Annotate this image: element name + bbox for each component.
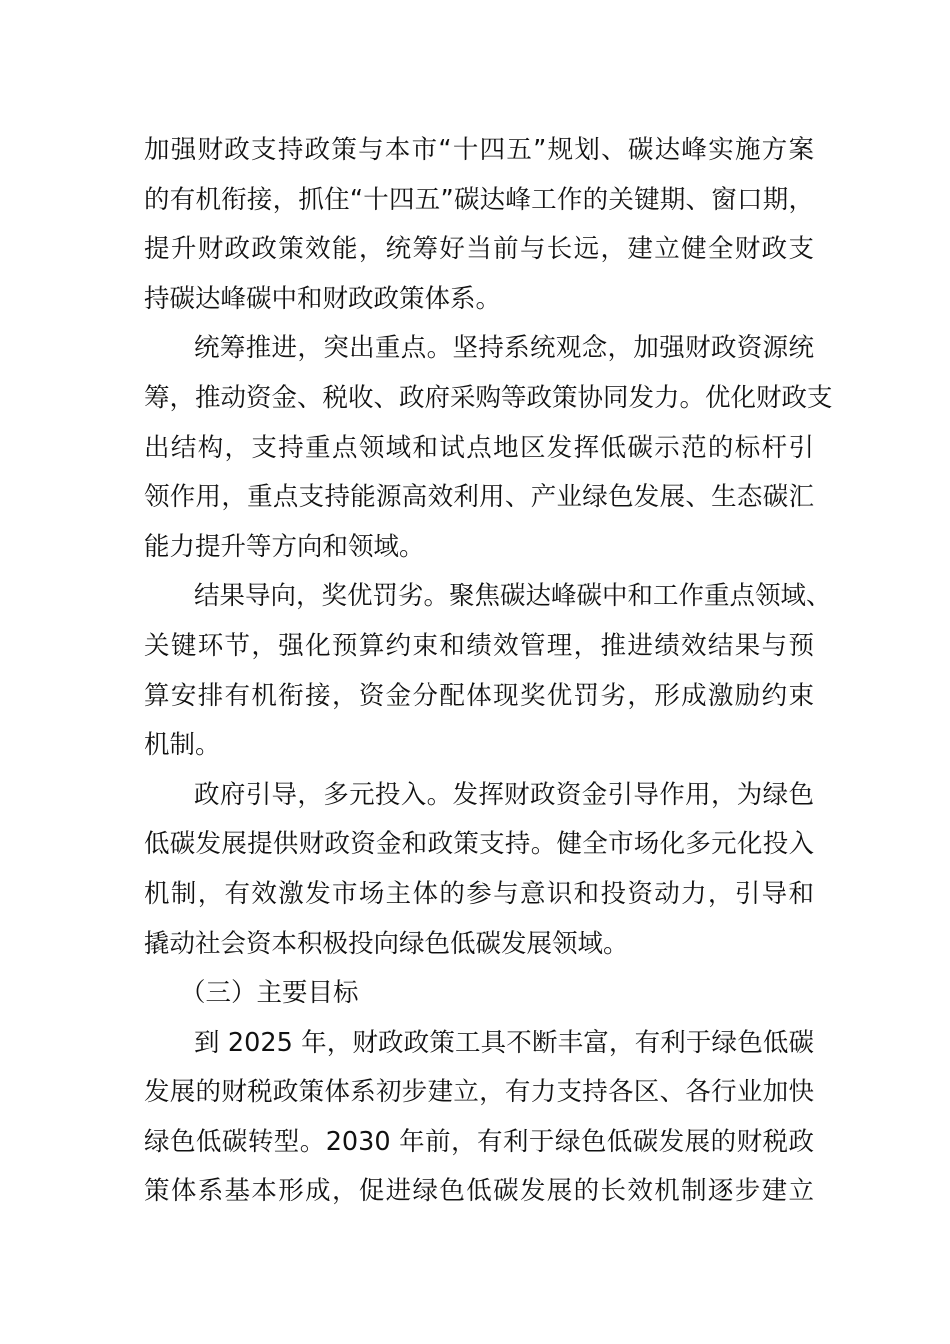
paragraph-policy-linkage <box>144 126 814 324</box>
paragraph-main-targets <box>144 1019 814 1217</box>
text-line: 策体系基本形成，促进绿色低碳发展的长效机制逐步建立 <box>144 1176 814 1207</box>
text-line: 筹，推动资金、税收、政府采购等政策协同发力。优化财政支 <box>144 382 833 413</box>
text-line: 发展的财税政策体系初步建立，有力支持各区、各行业加快 <box>144 1077 814 1108</box>
text-line: 关键环节，强化预算约束和绩效管理，推进绩效结果与预 <box>144 630 814 661</box>
text-line: 撬动社会资本积极投向绿色低碳发展领域。 <box>144 928 629 959</box>
text-line: 算安排有机衔接，资金分配体现奖优罚劣，形成激励约束 <box>144 680 814 711</box>
text-line: 机制，有效激发市场主体的参与意识和投资动力，引导和 <box>144 878 814 909</box>
text-line: 绿色低碳转型。2030 年前，有利于绿色低碳发展的财税政 <box>144 1126 814 1157</box>
paragraph-coordinated-advance <box>144 324 833 572</box>
text-line: 领作用，重点支持能源高效利用、产业绿色发展、生态碳汇 <box>144 482 814 513</box>
text-line: 政府引导，多元投入。发挥财政资金引导作用，为绿色 <box>194 779 814 810</box>
text-line: 出结构，支持重点领域和试点地区发挥低碳示范的标杆引 <box>144 432 814 463</box>
text-line: 能力提升等方向和领域。 <box>144 531 425 562</box>
text-line: 机制。 <box>144 730 221 761</box>
text-line: 低碳发展提供财政资金和政策支持。健全市场化多元化投入 <box>144 829 814 860</box>
heading-text: （三）主要目标 <box>180 978 359 1009</box>
text-line: 结果导向，奖优罚劣。聚焦碳达峰碳中和工作重点领域、 <box>194 581 832 612</box>
text-line: 统筹推进，突出重点。坚持系统观念，加强财政资源统 <box>194 333 814 364</box>
section-heading <box>144 969 814 1019</box>
text-line: 到 2025 年，财政政策工具不断丰富，有利于绿色低碳 <box>194 1027 814 1058</box>
text-line: 持碳达峰碳中和财政政策体系。 <box>144 283 502 314</box>
paragraph-government-guidance <box>144 771 814 969</box>
document-body <box>144 126 833 1217</box>
text-line: 加强财政支持政策与本市“十四五”规划、碳达峰实施方案 <box>144 135 814 165</box>
text-line: 提升财政政策效能，统筹好当前与长远，建立健全财政支 <box>144 234 814 265</box>
text-line: 的有机衔接，抓住“十四五”碳达峰工作的关键期、窗口期， <box>144 184 814 215</box>
paragraph-results-oriented <box>144 572 832 770</box>
